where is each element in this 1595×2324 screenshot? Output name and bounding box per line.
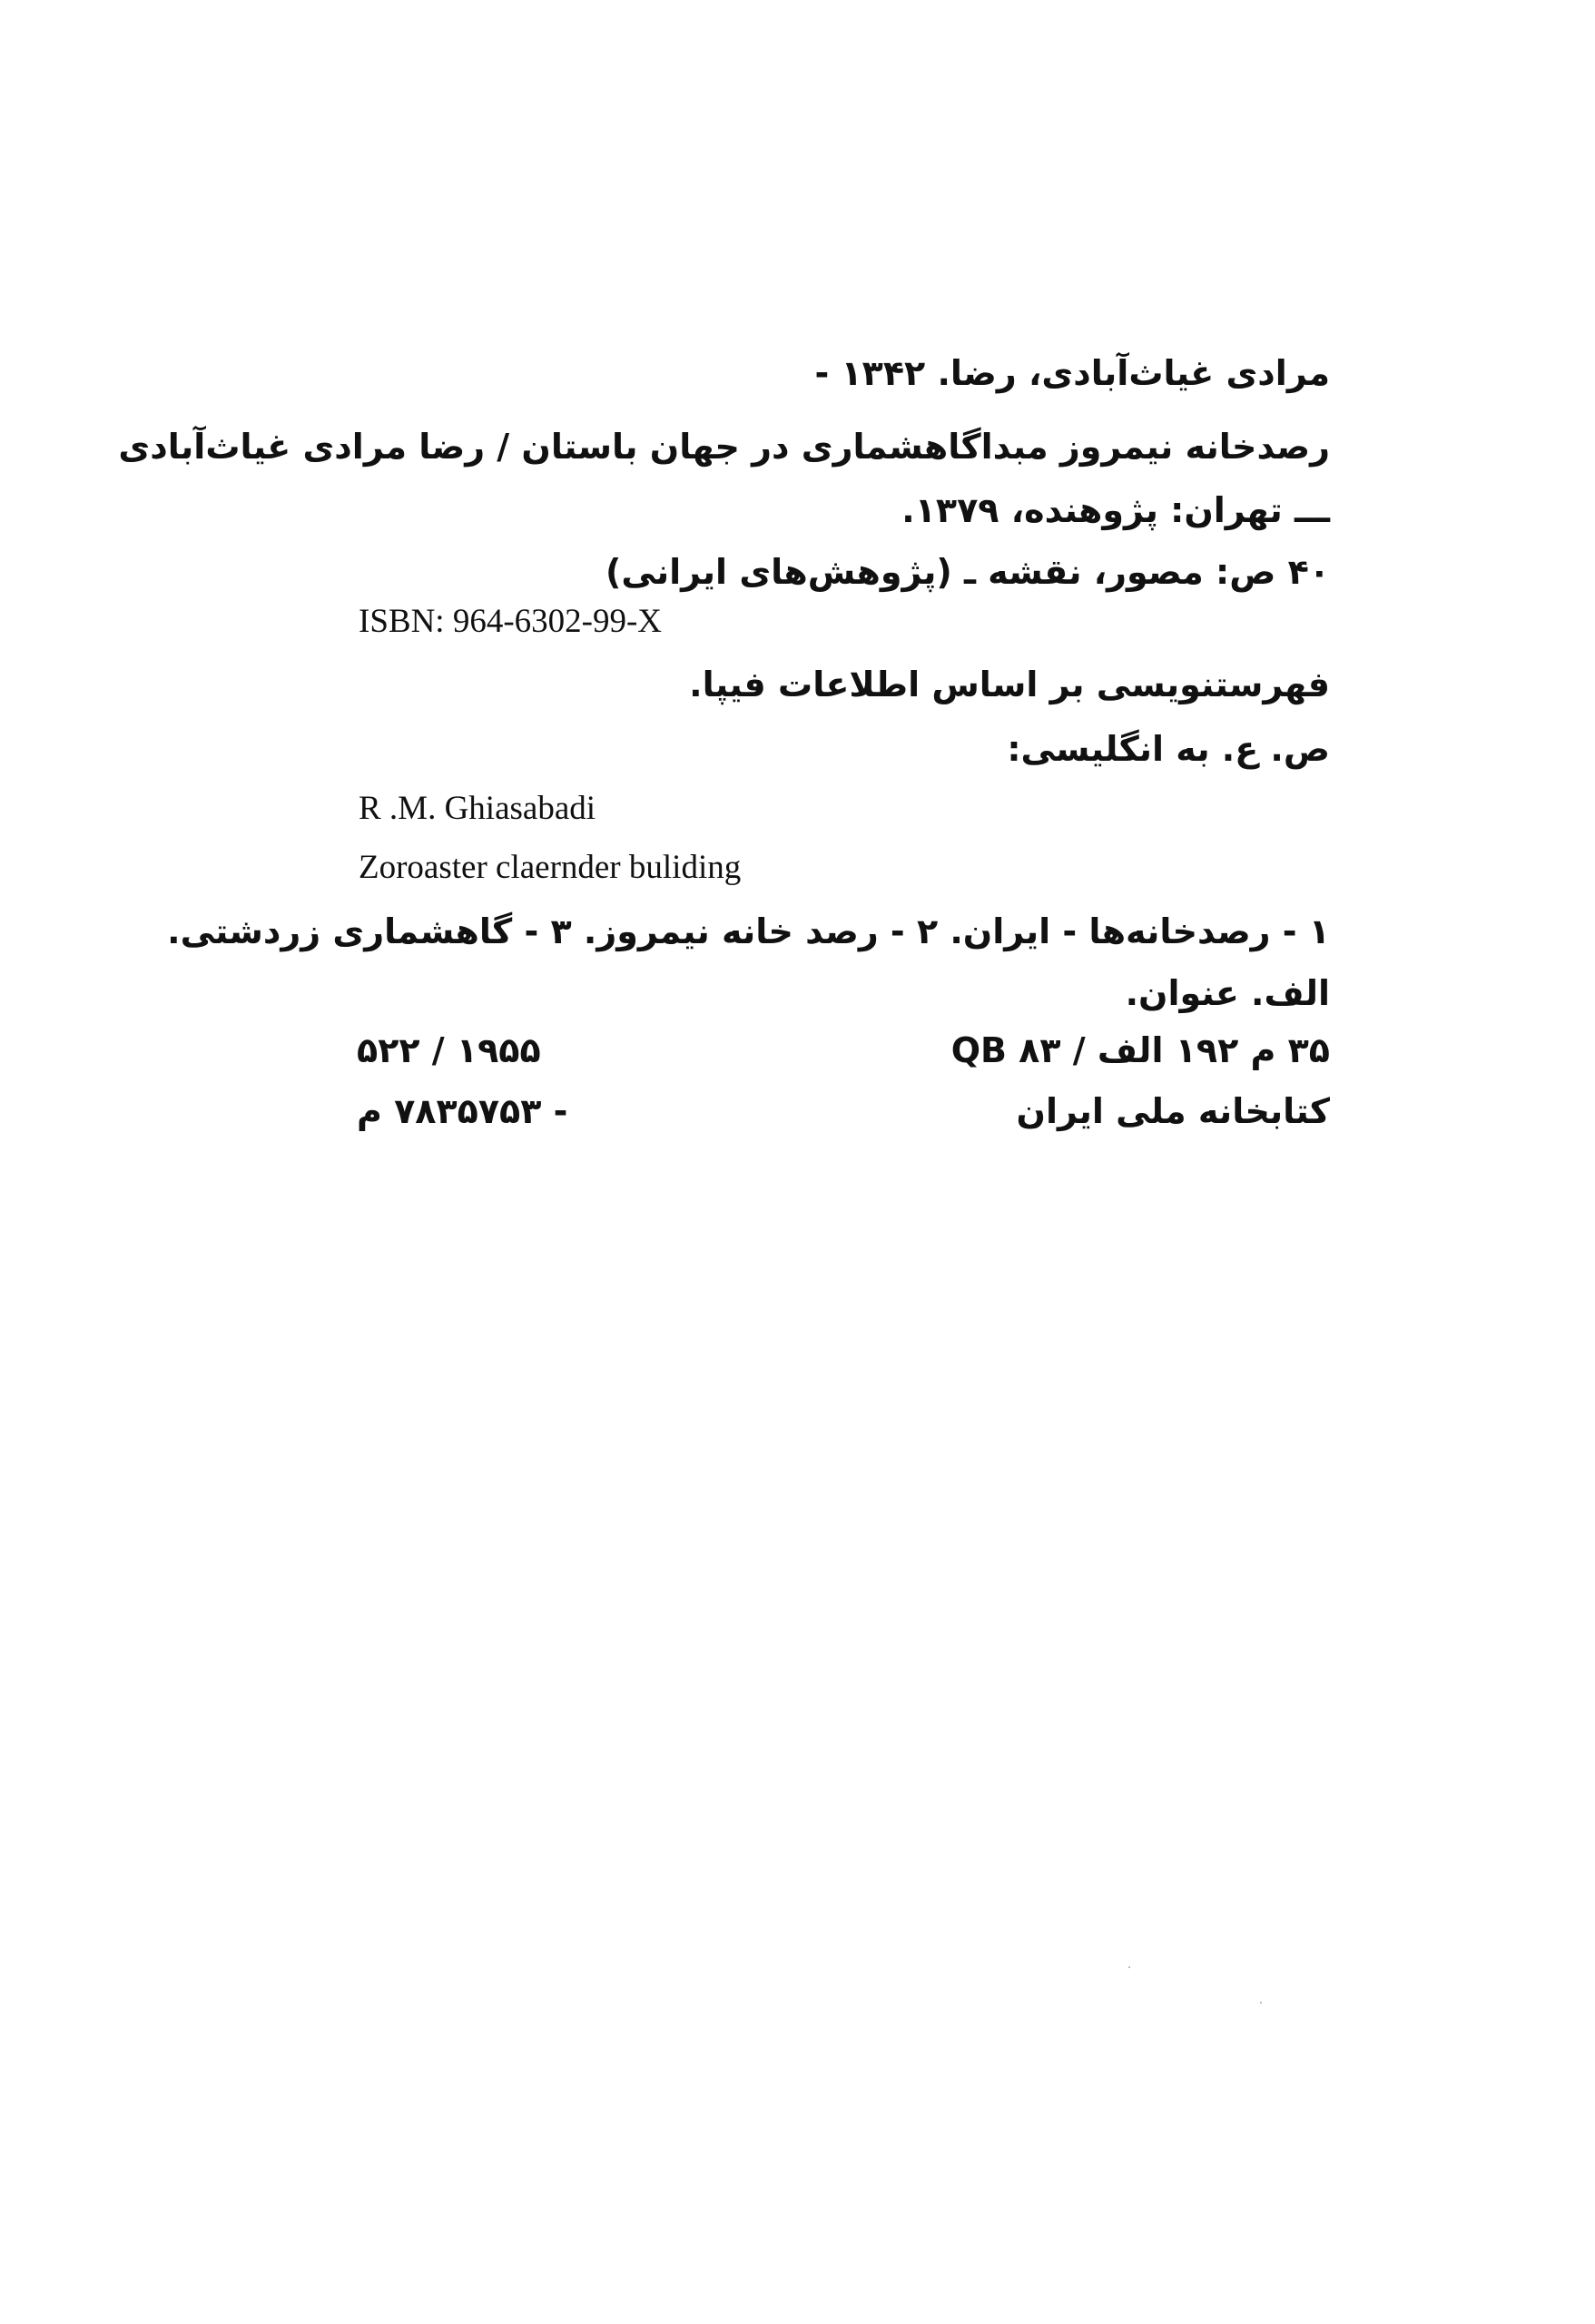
dewey-classification: ۵۲۲ / ۱۹۵۵ (357, 1030, 541, 1070)
scan-speck (1128, 1966, 1130, 1968)
physical-description-line: ۴۰ ص: مصور، نقشه ـ (پژوهش‌های ایرانی) (606, 552, 1330, 592)
title-entry: الف. عنوان. (1125, 973, 1330, 1013)
publication-line: ـــ تهران: پژوهنده، ۱۳۷۹. (901, 490, 1330, 530)
lc-classification: ۳۵ م ۱۹۲ الف / QB ۸۳ (950, 1030, 1330, 1070)
national-bibliography-number: - ۷۸۳۵۷۵۳ م (357, 1091, 568, 1131)
isbn-line: ISBN: 964-6302-99-X (359, 603, 663, 640)
library-name: کتابخانه ملی ایران (1016, 1091, 1330, 1131)
english-author: R .M. Ghiasabadi (359, 790, 596, 827)
author-line: مرادی غیاث‌آبادی، رضا. ۱۳۴۲ - (814, 353, 1330, 393)
scan-speck (1260, 2002, 1262, 2004)
title-line: رصدخانه نیمروز مبداگاهشماری در جهان باستان / رضا مرادی غیاث‌آبادی (118, 427, 1330, 467)
subjects-line: ۱ - رصدخانه‌ها - ایران. ۲ - رصد خانه نیمروز. ۳ - گاهشماری زردشتی. (167, 911, 1330, 951)
english-summary-note: ص. ع. به انگلیسی: (1007, 729, 1330, 769)
english-title: Zoroaster claernder buliding (359, 849, 742, 886)
fipa-note: فهرستنویسی بر اساس اطلاعات فیپا. (689, 665, 1330, 704)
